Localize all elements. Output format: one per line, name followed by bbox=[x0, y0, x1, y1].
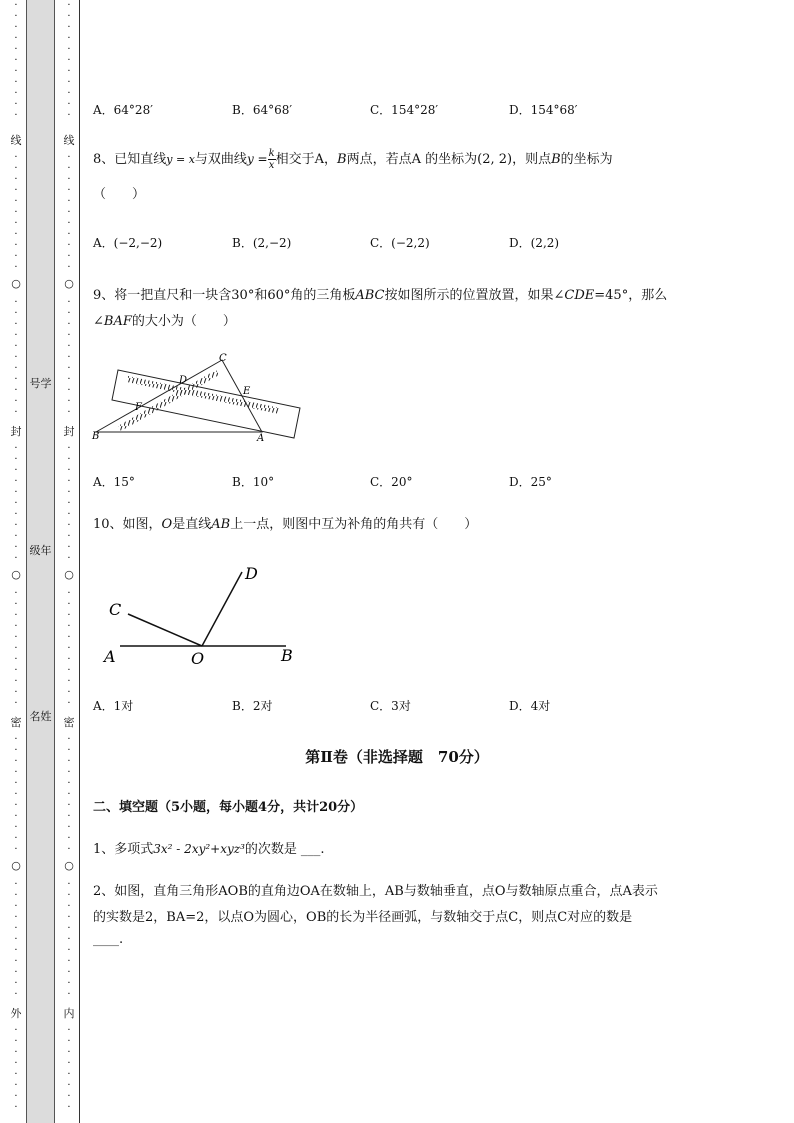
gray-info-strip bbox=[26, 0, 55, 1123]
inner-dots-8: · · · · · · · · bbox=[67, 1025, 71, 1113]
q10-angle-figure bbox=[100, 560, 300, 670]
outer-dots-3: · · · · · · · · · · · bbox=[14, 297, 18, 418]
q8-fraction: $\frac{k}{x}$ bbox=[268, 148, 275, 171]
q8-option-c: C．(−2,2) bbox=[370, 236, 430, 250]
fig10-label-c: C bbox=[109, 600, 122, 619]
fig9-label-e: E bbox=[243, 386, 251, 397]
q8-answer-blank: （ ） bbox=[93, 187, 146, 202]
q7-option-c: C．154°28′ bbox=[370, 103, 439, 117]
inner-dots-5: · · · · · · · · · · · bbox=[67, 588, 71, 709]
inner-char-xian: 线 bbox=[63, 134, 75, 147]
inner-dots-1: · · · · · · · · · · · bbox=[67, 0, 71, 121]
inner-margin-column bbox=[59, 0, 80, 1123]
label-name: 名姓 bbox=[29, 710, 52, 723]
q9-stem-line1: 9、将一把直尺和一块含30°和60°角的三角板ABC按如图所示的位置放置，如果∠CDE=45°，那么 bbox=[93, 288, 668, 303]
fig9-label-a: A bbox=[257, 433, 265, 444]
outer-dots-2: · · · · · · · · · · · bbox=[14, 152, 18, 273]
q9-option-c: C．20° bbox=[370, 475, 413, 489]
inner-dots-2: · · · · · · · · · · · bbox=[67, 152, 71, 273]
q10-option-c: C．3对 bbox=[370, 699, 411, 713]
outer-dots-4: · · · · · · · · · · · bbox=[14, 443, 18, 564]
inner-char-mi: 密 bbox=[63, 716, 75, 729]
outer-char-mi: 密 bbox=[10, 716, 22, 729]
q8-line-equation: y = x bbox=[166, 153, 195, 166]
outer-dots-8: · · · · · · · · bbox=[14, 1025, 18, 1113]
q10-stem: 10、如图，O是直线AB上一点，则图中互为补角的角共有（ ） bbox=[93, 517, 478, 532]
q8-option-d: D．(2,2) bbox=[509, 236, 560, 250]
q8-coordinate: (2, 2) bbox=[477, 152, 513, 167]
fill-q1-blank: ___. bbox=[300, 842, 325, 857]
outer-circle-2: ○ bbox=[11, 568, 21, 581]
inner-circle-3: ○ bbox=[64, 859, 74, 872]
inner-char-nei: 内 bbox=[63, 1007, 75, 1020]
section2-heading: 二、填空题（5小题，每小题4分，共计20分） bbox=[93, 800, 364, 815]
outer-circle-1: ○ bbox=[11, 277, 21, 290]
q7-option-d: D．154°68′ bbox=[509, 103, 578, 117]
q9-stem-line2: ∠BAF的大小为（ ） bbox=[93, 314, 236, 329]
q10-option-b: B．2对 bbox=[232, 699, 273, 713]
inner-circle-1: ○ bbox=[64, 277, 74, 290]
fig9-label-f: F bbox=[135, 402, 142, 413]
q8-stem: 8、已知直线y = x与双曲线y = $\frac{k}{x}$ 相交于A，B两点，若点A 的坐标为(2, 2)，则点B的坐标为 bbox=[93, 148, 613, 171]
fig9-label-b: B bbox=[92, 431, 100, 442]
label-student-number: 号学 bbox=[29, 377, 52, 390]
fill-q2-blank: ____. bbox=[93, 932, 124, 947]
q9-option-b: B．10° bbox=[232, 475, 275, 489]
inner-dots-7: · · · · · · · · · · · bbox=[67, 879, 71, 1000]
fill-q2-line2: 的实数是2，BA=2，以点O为圆心，OB的长为半径画弧，与数轴交于点C，则点C对应的数是 bbox=[93, 910, 633, 925]
fig9-label-c: C bbox=[219, 353, 227, 364]
outer-char-feng: 封 bbox=[10, 425, 22, 438]
inner-circle-2: ○ bbox=[64, 568, 74, 581]
outer-dots-6: · · · · · · · · · · · bbox=[14, 734, 18, 855]
q9-ruler-triangle-figure bbox=[88, 348, 308, 448]
outer-dots-5: · · · · · · · · · · · bbox=[14, 588, 18, 709]
label-grade: 级年 bbox=[29, 544, 52, 557]
fig10-label-a: A bbox=[104, 647, 116, 666]
ray-od bbox=[202, 572, 242, 646]
fig10-label-b: B bbox=[281, 646, 293, 665]
q7-option-b: B．64°68′ bbox=[232, 103, 293, 117]
q8-option-b: B．(2,−2) bbox=[232, 236, 292, 250]
q9-option-a: A．15° bbox=[93, 475, 135, 489]
fig9-label-d: D bbox=[179, 375, 188, 386]
outer-char-wai: 外 bbox=[10, 1007, 22, 1020]
inner-char-feng: 封 bbox=[63, 425, 75, 438]
fig10-label-d: D bbox=[245, 564, 258, 583]
q9-option-d: D．25° bbox=[509, 475, 552, 489]
q10-option-d: D．4对 bbox=[509, 699, 551, 713]
outer-dots-7: · · · · · · · · · · · bbox=[14, 879, 18, 1000]
q8-option-a: A．(−2,−2) bbox=[93, 236, 163, 250]
inner-dots-4: · · · · · · · · · · · bbox=[67, 443, 71, 564]
q10-option-a: A．1对 bbox=[93, 699, 134, 713]
inner-dots-6: · · · · · · · · · · · bbox=[67, 734, 71, 855]
inner-dots-3: · · · · · · · · · · · bbox=[67, 297, 71, 418]
part2-title: 第Ⅱ卷（非选择题 70分） bbox=[305, 748, 489, 766]
ray-oc bbox=[128, 614, 202, 646]
q7-option-a: A．64°28′ bbox=[93, 103, 153, 117]
fill-q1: 1、多项式3x² - 2xy²+xyz³的次数是 ___. bbox=[93, 842, 325, 857]
fig10-label-o: O bbox=[191, 649, 205, 668]
outer-char-xian: 线 bbox=[10, 134, 22, 147]
outer-circle-3: ○ bbox=[11, 859, 21, 872]
outer-dots-1: · · · · · · · · · · · bbox=[14, 0, 18, 121]
fill-q2-line1: 2、如图，直角三角形AOB的直角边OA在数轴上，AB与数轴垂直，点O与数轴原点重合，点A表示 bbox=[93, 884, 658, 899]
fill-q1-polynomial: 3x² - 2xy²+xyz³ bbox=[153, 842, 245, 856]
outer-margin-column bbox=[6, 0, 26, 1123]
